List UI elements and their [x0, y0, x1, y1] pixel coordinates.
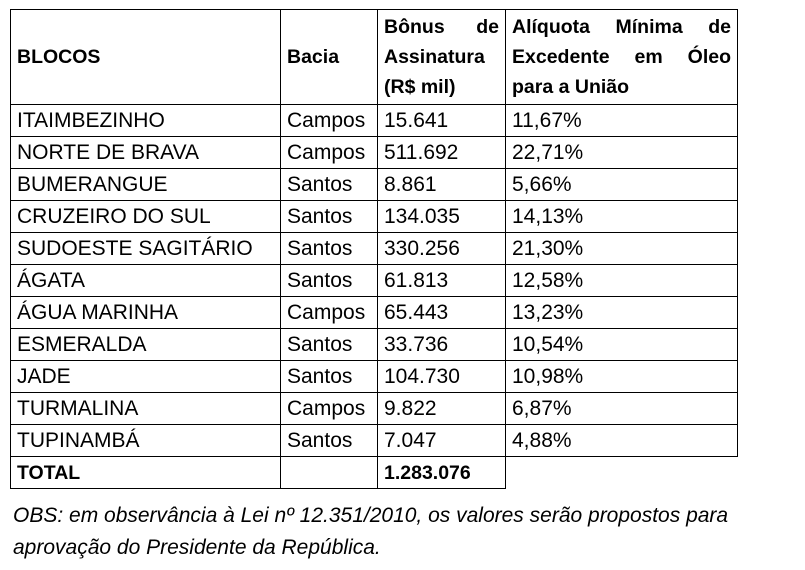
cell-bloco: ESMERALDA: [11, 329, 281, 361]
cell-bonus: 65.443: [378, 297, 506, 329]
cell-aliquota: 11,67%: [506, 105, 738, 137]
table-row: [11, 329, 738, 361]
cell-bloco: ÁGATA: [11, 265, 281, 297]
table-row: [11, 393, 738, 425]
table-row: [11, 201, 738, 233]
total-aliquota-empty: [506, 457, 738, 489]
cell-aliquota: 4,88%: [506, 425, 738, 457]
cell-bacia: Campos: [281, 393, 378, 425]
header-bonus: Bônus de Assinatura (R$ mil): [378, 10, 506, 105]
cell-bloco: TUPINAMBÁ: [11, 425, 281, 457]
cell-bacia: Santos: [281, 329, 378, 361]
cell-bacia: Santos: [281, 361, 378, 393]
cell-bonus: 9.822: [378, 393, 506, 425]
cell-bonus: 104.730: [378, 361, 506, 393]
cell-aliquota: 14,13%: [506, 201, 738, 233]
cell-aliquota: 12,58%: [506, 265, 738, 297]
cell-bonus: 7.047: [378, 425, 506, 457]
table-row: [11, 137, 738, 169]
cell-bloco: NORTE DE BRAVA: [11, 137, 281, 169]
cell-bacia: Santos: [281, 201, 378, 233]
table-row: [11, 265, 738, 297]
cell-bacia: Campos: [281, 105, 378, 137]
cell-aliquota: 22,71%: [506, 137, 738, 169]
cell-aliquota: 5,66%: [506, 169, 738, 201]
cell-bacia: Santos: [281, 425, 378, 457]
header-blocos: BLOCOS: [11, 10, 281, 105]
cell-bonus: 8.861: [378, 169, 506, 201]
table-row: [11, 105, 738, 137]
cell-bacia: Campos: [281, 297, 378, 329]
cell-aliquota: 6,87%: [506, 393, 738, 425]
cell-bloco: ÁGUA MARINHA: [11, 297, 281, 329]
cell-bonus: 15.641: [378, 105, 506, 137]
total-bacia-empty: [281, 457, 378, 489]
total-row: [11, 457, 738, 489]
total-label: TOTAL: [11, 457, 281, 489]
cell-aliquota: 13,23%: [506, 297, 738, 329]
cell-bloco: BUMERANGUE: [11, 169, 281, 201]
table-row: [11, 297, 738, 329]
blocks-table: [10, 9, 738, 489]
cell-bonus: 61.813: [378, 265, 506, 297]
table-row: [11, 361, 738, 393]
table-row: [11, 233, 738, 265]
table-row: [11, 425, 738, 457]
table-row: [11, 169, 738, 201]
header-bacia: Bacia: [281, 10, 378, 105]
cell-bloco: CRUZEIRO DO SUL: [11, 201, 281, 233]
cell-bloco: JADE: [11, 361, 281, 393]
cell-aliquota: 10,98%: [506, 361, 738, 393]
cell-bacia: Santos: [281, 169, 378, 201]
cell-aliquota: 21,30%: [506, 233, 738, 265]
cell-bacia: Campos: [281, 137, 378, 169]
total-bonus: 1.283.076: [378, 457, 506, 489]
header-row: [11, 10, 738, 105]
cell-bonus: 511.692: [378, 137, 506, 169]
cell-bonus: 33.736: [378, 329, 506, 361]
cell-bloco: SUDOESTE SAGITÁRIO: [11, 233, 281, 265]
header-aliquota: Alíquota Mínima de Excedente em Óleo para a União: [506, 10, 738, 105]
cell-bloco: ITAIMBEZINHO: [11, 105, 281, 137]
cell-bacia: Santos: [281, 265, 378, 297]
cell-bonus: 134.035: [378, 201, 506, 233]
footnote: OBS: em observância à Lei nº 12.351/2010, os valores serão propostos para aprovação do Presidente da República.: [13, 504, 729, 559]
cell-bonus: 330.256: [378, 233, 506, 265]
cell-bloco: TURMALINA: [11, 393, 281, 425]
cell-bacia: Santos: [281, 233, 378, 265]
cell-aliquota: 10,54%: [506, 329, 738, 361]
